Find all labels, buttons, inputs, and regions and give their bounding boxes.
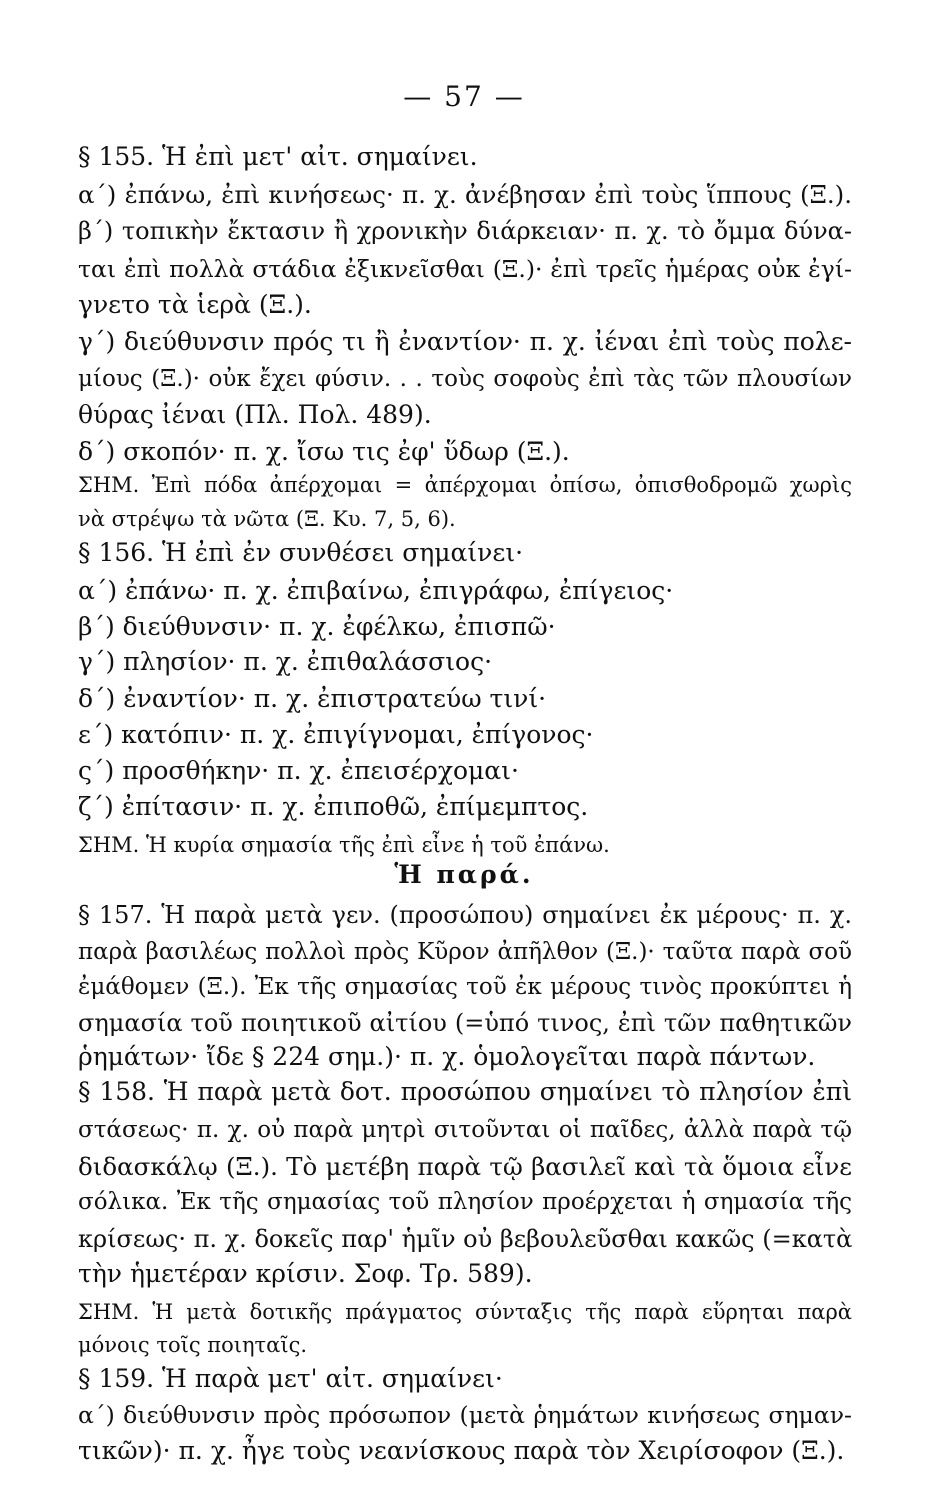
text-line: γ΄) πλησίον· π. χ. ἐπιθαλάσσιος· <box>78 647 493 676</box>
text-line: ἐμάθομεν (Ξ.). Ἐκ τῆς σημασίας τοῦ ἐκ μέρους τινὸς προκύπτει ἡ <box>78 974 852 1000</box>
text-line: τὴν ἡμετέραν κρίσιν. Σοφ. Τρ. 589). <box>78 1259 533 1288</box>
text-line: § 159. Ἡ παρὰ μετ' αἰτ. σημαίνει· <box>78 1364 503 1393</box>
text-line: § 157. Ἡ παρὰ μετὰ γεν. (προσώπου) σημαίνει ἐκ μέρους· π. χ. <box>78 901 852 929</box>
note-line: νὰ στρέψω τὰ νῶτα (Ξ. Κυ. 7, 5, 6). <box>78 507 456 531</box>
note-line: ΣΗΜ. Ἡ μετὰ δοτικῆς πράγματος σύνταξις τῆς παρὰ εὕρηται παρὰ <box>78 1300 852 1324</box>
page-number: — 57 — <box>403 80 525 113</box>
text-line: β΄) διεύθυνσιν· π. χ. ἐφέλκω, ἐπισπῶ· <box>78 612 556 641</box>
note-line: μόνοις τοῖς ποιηταῖς. <box>78 1333 308 1357</box>
text-line: α΄) διεύθυνσιν πρὸς πρόσωπον (μετὰ ῥημάτων κινήσεως σημαν- <box>78 1401 852 1429</box>
text-line: § 156. Ἡ ἐπὶ ἐν συνθέσει σημαίνει· <box>78 538 524 567</box>
text-line: σόλικα. Ἐκ τῆς σημασίας τοῦ πλησίον προέρχεται ἡ σημασία τῆς <box>78 1189 852 1215</box>
text-line: σημασία τοῦ ποιητικοῦ αἰτίου (=ὑπό τινος, ἐπὶ τῶν παθητικῶν <box>78 1009 852 1037</box>
text-line: γ΄) διεύθυνσιν πρός τι ἢ ἐναντίον· π. χ. ἰέναι ἐπὶ τοὺς πολε- <box>78 327 852 356</box>
text-line: α΄) ἐπάνω, ἐπὶ κινήσεως· π. χ. ἀνέβησαν ἐπὶ τοὺς ἵππους (Ξ.). <box>78 180 852 209</box>
text-line: διδασκάλῳ (Ξ.). Τὸ μετέβη παρὰ τῷ βασιλεῖ καὶ τὰ ὅμοια εἶνε <box>78 1152 852 1181</box>
note-line: ΣΗΜ. Ἐπὶ πόδα ἀπέρχομαι = ἀπέρχομαι ὀπίσω, ὀπισθοδρομῶ χωρὶς <box>78 473 852 497</box>
text-line: β΄) τοπικὴν ἔκτασιν ἢ χρονικὴν διάρκειαν· π. χ. τὸ ὄμμα δύνα- <box>78 217 852 245</box>
text-line: κρίσεως· π. χ. δοκεῖς παρ' ἡμῖν οὐ βεβουλεῦσθαι κακῶς (=κατὰ <box>78 1225 853 1253</box>
text-line: ς΄) προσθήκην· π. χ. ἐπεισέρχομαι· <box>78 756 519 785</box>
section-heading: Ἡ παρά. <box>394 860 534 889</box>
text-line: δ΄) ἐναντίον· π. χ. ἐπιστρατεύω τινί· <box>78 684 547 713</box>
text-line: ε΄) κατόπιν· π. χ. ἐπιγίγνομαι, ἐπίγονος· <box>78 720 594 749</box>
text-line: ζ΄) ἐπίτασιν· π. χ. ἐπιποθῶ, ἐπίμεμπτος. <box>78 792 589 821</box>
text-line: παρὰ βασιλέως πολλοὶ πρὸς Κῦρον ἀπῆλθον (Ξ.)· ταῦτα παρὰ σοῦ <box>78 939 852 965</box>
text-line: ται ἐπὶ πολλὰ στάδια ἐξικνεῖσθαι (Ξ.)· ἐπὶ τρεῖς ἡμέρας οὐκ ἐγί- <box>78 255 852 283</box>
text-line: γνετο τὰ ἱερὰ (Ξ.). <box>78 290 312 319</box>
text-line: ῥημάτων· ἴδε § 224 σημ.)· π. χ. ὁμολογεῖται παρὰ πάντων. <box>78 1042 816 1071</box>
text-line: μίους (Ξ.)· οὐκ ἔχει φύσιν. . . τοὺς σοφοὺς ἐπὶ τὰς τῶν πλουσίων <box>78 366 852 392</box>
text-line: θύρας ἰέναι (Πλ. Πολ. 489). <box>78 400 432 429</box>
text-line: τικῶν)· π. χ. ἦγε τοὺς νεανίσκους παρὰ τὸν Χειρίσοφον (Ξ.). <box>78 1436 845 1465</box>
text-line: δ΄) σκοπόν· π. χ. ἴσω τις ἐφ' ὕδωρ (Ξ.). <box>78 437 570 466</box>
text-line: στάσεως· π. χ. οὐ παρὰ μητρὶ σιτοῦνται οἱ παῖδες, ἀλλὰ παρὰ τῷ <box>78 1117 852 1143</box>
note-line: ΣΗΜ. Ἡ κυρία σημασία τῆς ἐπὶ εἶνε ἡ τοῦ ἐπάνω. <box>78 833 610 857</box>
text-line: α΄) ἐπάνω· π. χ. ἐπιβαίνω, ἐπιγράφω, ἐπίγειος· <box>78 576 674 605</box>
text-line: § 158. Ἡ παρὰ μετὰ δοτ. προσώπου σημαίνει τὸ πλησίον ἐπὶ <box>78 1077 852 1106</box>
text-line: § 155. Ἡ ἐπὶ μετ' αἰτ. σημαίνει. <box>78 142 478 171</box>
